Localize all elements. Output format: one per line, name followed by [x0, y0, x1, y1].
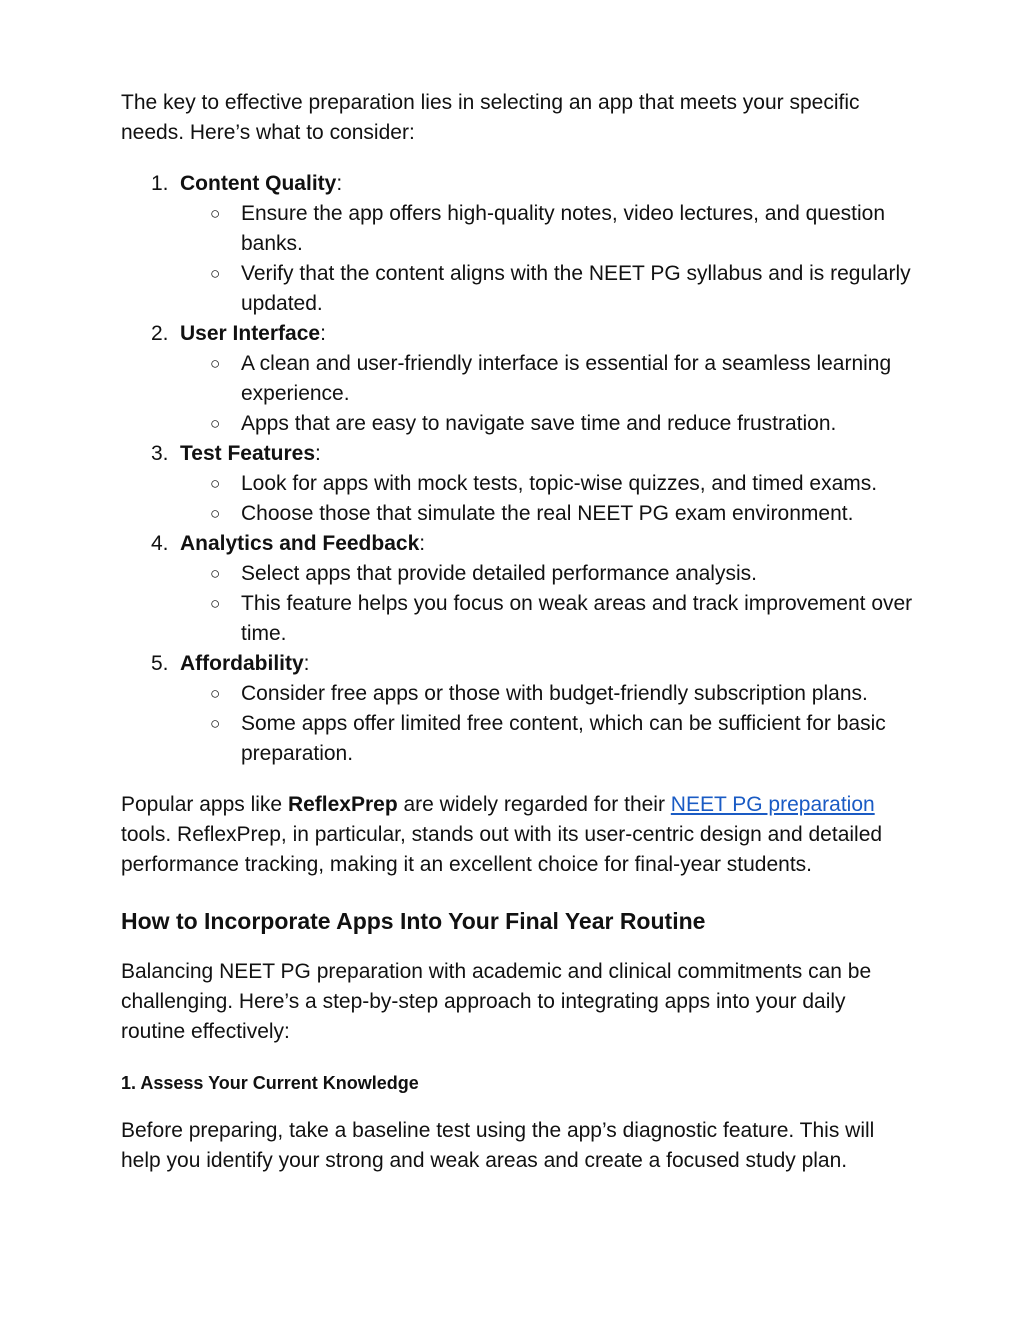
criteria-title: Test Features	[180, 442, 315, 465]
hollow-circle-bullet-icon: ○	[210, 594, 221, 613]
sub-point-list	[121, 559, 914, 649]
sub-point	[121, 499, 914, 529]
assess-paragraph: Before preparing, take a baseline test using the app’s diagnostic feature. This will help you identify your strong and weak areas and create a focused study plan.	[121, 1119, 875, 1172]
sub-point	[121, 199, 914, 259]
sub-point	[121, 409, 914, 439]
criteria-item-analytics-feedback	[121, 529, 914, 649]
criteria-item-affordability	[121, 649, 914, 769]
sub-point-text: Consider free apps or those with budget-friendly subscription plans.	[241, 682, 868, 705]
list-number: 2.	[151, 322, 169, 345]
hollow-circle-bullet-icon: ○	[210, 264, 221, 283]
hollow-circle-bullet-icon: ○	[210, 414, 221, 433]
criteria-title: User Interface	[180, 322, 321, 345]
intro-paragraph: The key to effective preparation lies in selecting an app that meets your specific needs. Here’s what to consider:	[121, 91, 860, 144]
list-number: 4.	[151, 532, 169, 555]
neet-pg-preparation-link[interactable]: NEET PG preparation	[670, 793, 875, 816]
popular-suffix: tools. ReflexPrep, in particular, stands out with its user-centric design and detailed performance tracking, making it an excellent choice for final-year students.	[121, 823, 883, 876]
criteria-item-test-features	[121, 439, 914, 529]
hollow-circle-bullet-icon: ○	[210, 714, 221, 733]
sub-point	[121, 259, 914, 319]
criteria-item-user-interface	[121, 319, 914, 439]
criteria-colon: :	[315, 442, 321, 465]
sub-heading: 1. Assess Your Current Knowledge	[121, 1073, 419, 1093]
sub-point-list	[121, 469, 914, 529]
sub-point-list	[121, 349, 914, 439]
criteria-item-content-quality	[121, 169, 914, 319]
sub-point	[121, 589, 914, 649]
criteria-title: Analytics and Feedback	[180, 532, 420, 555]
criteria-list	[121, 169, 914, 769]
sub-point-list	[121, 679, 914, 769]
hollow-circle-bullet-icon: ○	[210, 504, 221, 523]
balance-paragraph: Balancing NEET PG preparation with academic and clinical commitments can be challenging. Here’s a step-by-step approach to integrating apps into your daily routine effectively:	[121, 960, 872, 1043]
sub-point-text: Choose those that simulate the real NEET PG exam environment.	[241, 502, 854, 525]
criteria-colon: :	[419, 532, 426, 555]
hollow-circle-bullet-icon: ○	[210, 354, 221, 373]
criteria-title: Affordability	[180, 652, 304, 675]
sub-point	[121, 559, 914, 589]
sub-point-text: This feature helps you focus on weak areas and track improvement over time.	[241, 592, 913, 645]
sub-point-text: Verify that the content aligns with the NEET PG syllabus and is regularly updated.	[241, 262, 911, 315]
hollow-circle-bullet-icon: ○	[210, 204, 221, 223]
sub-point	[121, 709, 914, 769]
criteria-colon: :	[336, 172, 343, 195]
hollow-circle-bullet-icon: ○	[210, 684, 221, 703]
hollow-circle-bullet-icon: ○	[210, 564, 221, 583]
list-number: 3.	[151, 442, 169, 465]
list-number: 5.	[151, 652, 169, 675]
sub-point	[121, 469, 914, 499]
sub-point-text: Select apps that provide detailed performance analysis.	[241, 562, 757, 585]
section-heading: How to Incorporate Apps Into Your Final Year Routine	[121, 908, 706, 934]
list-number: 1.	[151, 172, 169, 195]
sub-point-text: A clean and user-friendly interface is essential for a seamless learning experience.	[241, 352, 892, 405]
criteria-colon: :	[320, 322, 326, 345]
sub-point-list	[121, 199, 914, 319]
sub-point	[121, 679, 914, 709]
popular-apps-paragraph	[121, 790, 914, 880]
popular-prefix: Popular apps like	[121, 793, 288, 816]
hollow-circle-bullet-icon: ○	[210, 474, 221, 493]
sub-point-text: Ensure the app offers high-quality notes, video lectures, and question banks.	[241, 202, 886, 255]
criteria-colon: :	[303, 652, 310, 675]
criteria-title: Content Quality	[180, 172, 337, 195]
sub-point-text: Look for apps with mock tests, topic-wise quizzes, and timed exams.	[241, 472, 878, 495]
sub-point-text: Apps that are easy to navigate save time and reduce frustration.	[241, 412, 837, 435]
brand-name: ReflexPrep	[287, 793, 398, 816]
sub-point-text: Some apps offer limited free content, which can be sufficient for basic preparation.	[241, 712, 886, 765]
popular-middle: are widely regarded for their	[397, 793, 671, 816]
sub-point	[121, 349, 914, 409]
